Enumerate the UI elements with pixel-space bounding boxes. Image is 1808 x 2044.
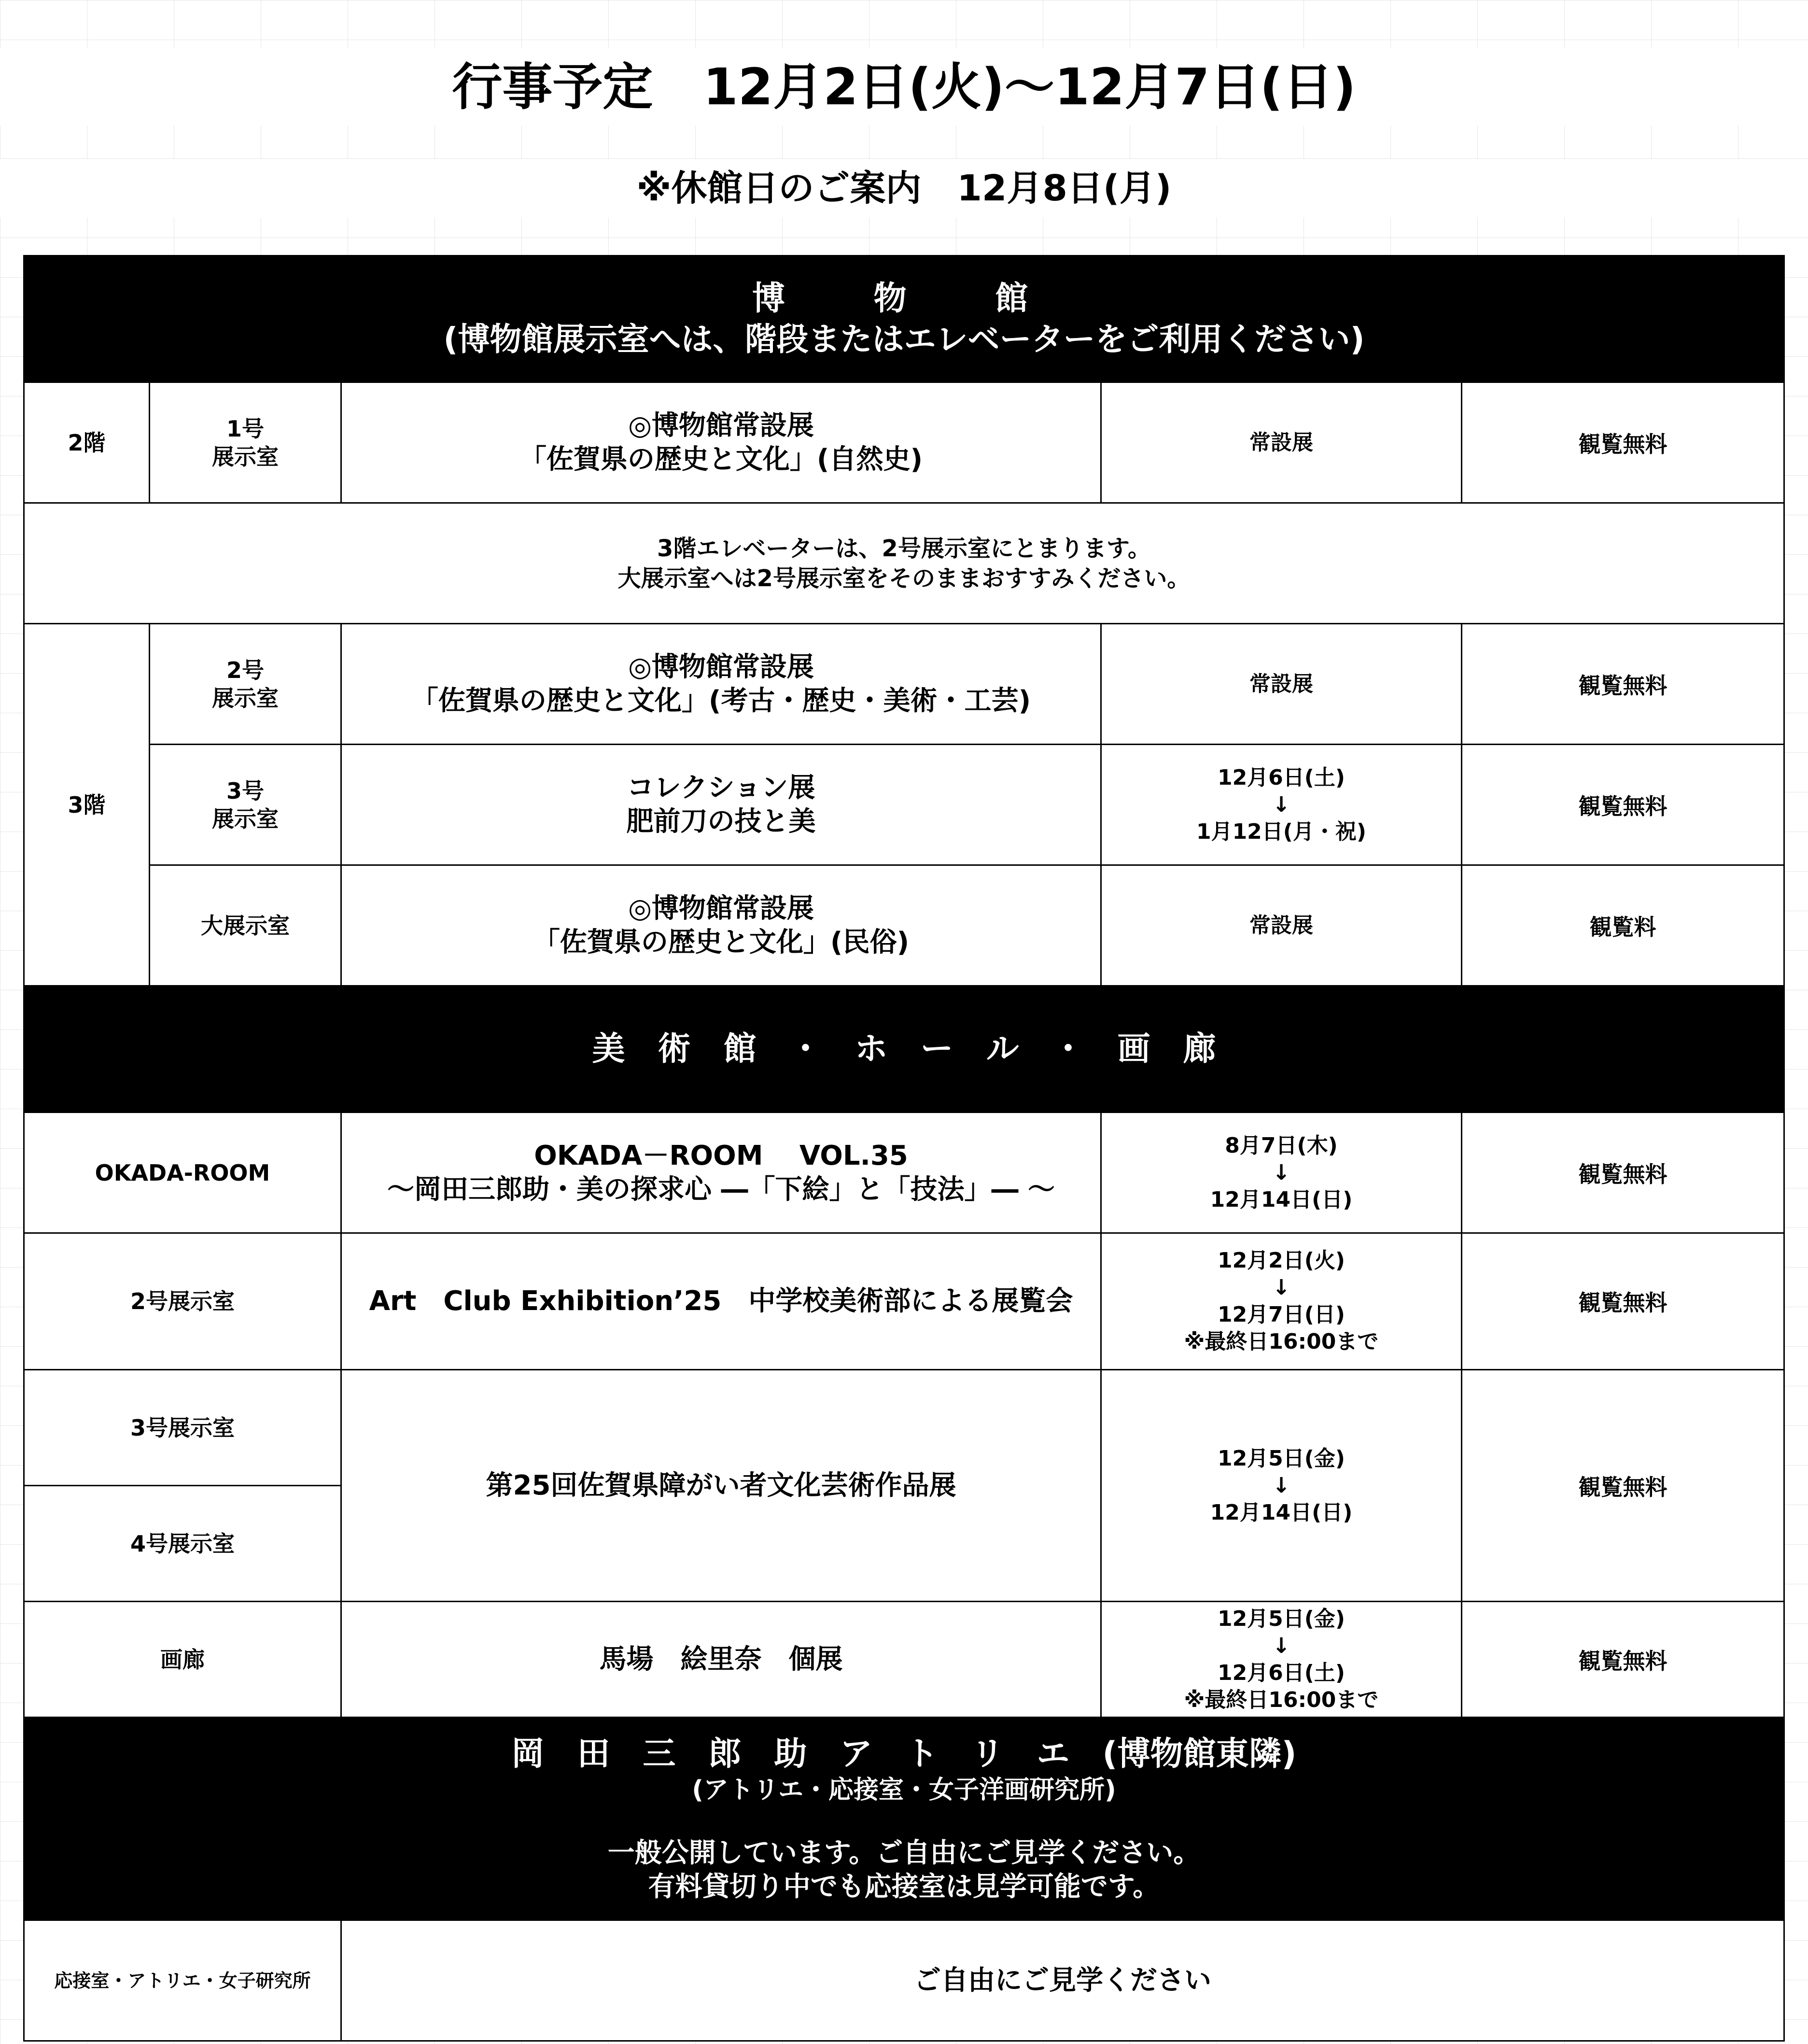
admission-fee: 観覧無料 [1462,624,1784,745]
exhibit-period: 12月2日(火) ↓ 12月7日(日) ※最終日16:00まで [1101,1233,1462,1370]
room-label: 3号 展示室 [150,745,341,865]
exhibit-title: ◎博物館常設展 「佐賀県の歴史と文化」(民俗) [341,865,1101,986]
arrow-down-icon: ↓ [1272,1160,1290,1185]
museum-title: 博 物 館 [752,279,1056,318]
room-label: OKADA-ROOM [24,1113,341,1233]
room-label: 大展示室 [150,865,341,986]
art-header: 美 術 館 ・ ホ ー ル ・ 画 廊 [24,986,1784,1113]
table-row [24,382,1784,503]
table-row [24,745,1784,865]
schedule-table [23,255,1785,2042]
elevator-note: 3階エレベーターは、2号展示室にとまります。 大展示室へは2号展示室をそのままおすすみください。 [24,503,1784,624]
table-row [24,1113,1784,1233]
admission-fee: 観覧無料 [1462,1602,1784,1718]
page-title: 行事予定 12月2日(火)～12月7日(日) [0,48,1808,126]
floor-label: 3階 [24,624,150,986]
elevator-note-row [24,503,1784,624]
closed-day-notice: ※休館日のご案内 12月8日(月) [0,159,1808,217]
exhibit-title: OKADA－ROOM VOL.35 ～岡田三郎助・美の探求心 ―「下絵」と「技法」― ～ [341,1113,1101,1233]
room-label: 応接室・アトリエ・女子研究所 [24,1920,341,2041]
room-label: 画廊 [24,1602,341,1718]
admission-fee: 観覧無料 [1462,1113,1784,1233]
arrow-down-icon: ↓ [1272,1275,1290,1300]
museum-header [24,256,1784,382]
atelier-header-row [24,1718,1784,1920]
room-label: 2号展示室 [24,1233,341,1370]
exhibit-period: 常設展 [1101,624,1462,745]
table-row [24,1370,1784,1486]
admission-fee: 観覧無料 [1462,1370,1784,1602]
exhibit-period: 12月5日(金) ↓ 12月6日(土) ※最終日16:00まで [1101,1602,1462,1718]
admission-fee: 観覧無料 [1462,1233,1784,1370]
atelier-title: 岡 田 三 郎 助 ア ト リ エ (博物館東隣) [511,1734,1297,1773]
table-row [24,624,1784,745]
exhibit-period: 8月7日(木) ↓ 12月14日(日) [1101,1113,1462,1233]
exhibit-title: 馬場 絵里奈 個展 [341,1602,1101,1718]
exhibit-period: 常設展 [1101,382,1462,503]
atelier-header [24,1718,1784,1920]
arrow-down-icon: ↓ [1272,792,1290,817]
atelier-subtitle: (アトリエ・応接室・女子洋画研究所) [692,1775,1116,1804]
visit-note: ご自由にご見学ください [341,1920,1784,2041]
art-header-row [24,986,1784,1113]
museum-subtitle: (博物館展示室へは、階段またはエレベーターをご利用ください) [443,320,1365,358]
atelier-note: 有料貸切り中でも応接室は見学可能です。 [648,1871,1160,1903]
exhibit-title: 第25回佐賀県障がい者文化芸術作品展 [341,1370,1101,1602]
admission-fee: 観覧無料 [1462,382,1784,503]
arrow-down-icon: ↓ [1272,1633,1290,1658]
exhibit-period: 12月5日(金) ↓ 12月14日(日) [1101,1370,1462,1602]
exhibit-title: コレクション展 肥前刀の技と美 [341,745,1101,865]
admission-fee: 観覧無料 [1462,745,1784,865]
table-row [24,865,1784,986]
exhibit-title: ◎博物館常設展 「佐賀県の歴史と文化」(自然史) [341,382,1101,503]
room-label: 2号 展示室 [150,624,341,745]
room-label: 4号展示室 [24,1486,341,1602]
room-label: 1号 展示室 [150,382,341,503]
exhibit-period: 常設展 [1101,865,1462,986]
table-row [24,1233,1784,1370]
room-label: 3号展示室 [24,1370,341,1486]
exhibit-title: ◎博物館常設展 「佐賀県の歴史と文化」(考古・歴史・美術・工芸) [341,624,1101,745]
exhibit-period: 12月6日(土) ↓ 1月12日(月・祝) [1101,745,1462,865]
arrow-down-icon: ↓ [1272,1473,1290,1498]
table-row [24,1602,1784,1718]
admission-fee: 観覧料 [1462,865,1784,986]
table-row [24,1920,1784,2041]
museum-header-row [24,256,1784,382]
atelier-note: 一般公開しています。ご自由にご見学ください。 [607,1837,1201,1869]
floor-label: 2階 [24,382,150,503]
exhibit-title: Art Club Exhibition’25 中学校美術部による展覧会 [341,1233,1101,1370]
